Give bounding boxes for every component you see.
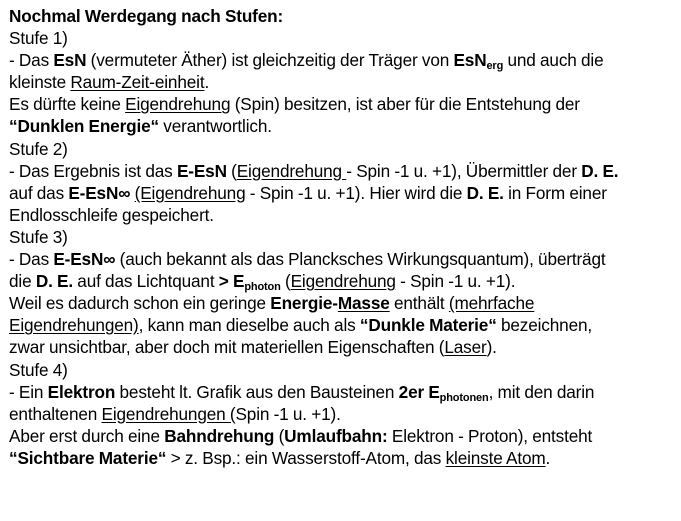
document-title (9, 5, 677, 27)
text-fragment: Eigendrehung (236, 160, 347, 181)
text-fragment: Weil es dadurch schon ein geringe (9, 293, 271, 314)
stufe-1-line-2 (9, 71, 677, 93)
text-fragment (218, 271, 281, 294)
text-fragment (338, 293, 390, 313)
text-fragment: ( (226, 160, 237, 181)
text-fragment: verantwortlich. (158, 116, 272, 137)
text-fragment: kleinste (9, 72, 71, 93)
text-fragment: . (204, 72, 210, 93)
text-fragment: , kann man dieselbe auch als (138, 315, 360, 336)
text-fragment: auf das (9, 182, 69, 203)
stufe-4-line-4 (9, 447, 677, 469)
text-fragment: - Spin -1 u. +1). Hier wird die (245, 182, 467, 203)
text-fragment: zwar unsichtbar, aber doch mit materiellen Eigenschaften ( (9, 337, 445, 358)
stufe-2-heading: Stufe 2) (9, 138, 68, 159)
stufe-2-line-3: Endlosschleife gespeichert. (9, 204, 214, 225)
text-fragment: - Spin -1 u. +1), Übermittler der (346, 160, 582, 181)
stufe-3-line-4 (9, 314, 677, 336)
stufe-1-line-3 (9, 93, 677, 115)
text-fragment: Umlaufbahn: (284, 425, 388, 446)
text-fragment: Es dürfte keine (9, 94, 126, 115)
text-fragment: > E (218, 271, 245, 292)
text-fragment: die (9, 271, 36, 292)
stufe-4-line-1 (9, 381, 677, 403)
stufe-3-line-2 (9, 270, 677, 292)
text-fragment: - Ein (9, 381, 48, 402)
text-fragment: Eigendrehung (290, 271, 396, 292)
text-fragment: “Dunkle Materie“ (359, 315, 497, 336)
text-fragment: . (545, 447, 551, 468)
text-fragment: 2er E (398, 381, 440, 402)
text-fragment: > z. Bsp.: ein Wasserstoff-Atom, das (166, 447, 446, 468)
stufe-3-heading: Stufe 3) (9, 226, 68, 247)
text-fragment: photon (244, 281, 281, 294)
text-fragment: E-EsN∞ (53, 249, 116, 270)
stufe-1-line-1 (9, 49, 677, 71)
text-fragment: (vermuteter Äther) ist gleichzeitig der Träger von (86, 50, 454, 71)
stufe-3-line-5 (9, 336, 677, 358)
text-fragment: (Spin) besitzen, ist aber für die Entstehung der (230, 94, 580, 115)
stufe-1-line-4 (9, 115, 677, 137)
text-fragment: Bahndrehung (164, 425, 275, 446)
stufe-2-line-2 (9, 182, 677, 204)
text-fragment: Elektron (47, 381, 116, 402)
text-fragment: Spin -1 u. +1). (235, 403, 341, 424)
text-fragment: D. E. (35, 271, 73, 292)
document-body (9, 5, 677, 469)
text-fragment: (mehrfache (448, 293, 535, 314)
stufe-1-heading: Stufe 1) (9, 28, 68, 49)
stufe-4-line-2 (9, 403, 677, 425)
text-fragment: EsN (453, 50, 487, 71)
text-fragment (453, 50, 504, 73)
text-fragment: Masse (337, 293, 390, 314)
text-fragment: Eigendrehungen ( (101, 403, 236, 424)
text-fragment: , mit den darin (488, 381, 595, 402)
text-fragment: “Sichtbare Materie“ (9, 447, 167, 468)
text-fragment: besteht lt. Grafik aus den Bausteinen (115, 381, 399, 402)
text-fragment: Nochmal Werdegang nach Stufen: (9, 6, 284, 26)
text-fragment: - Das Ergebnis ist das (9, 160, 177, 181)
text-fragment: D. E. (581, 160, 619, 181)
text-fragment: E-EsN∞ (68, 182, 131, 203)
text-fragment: “Dunklen Energie“ (9, 116, 159, 137)
text-fragment: EsN (53, 50, 87, 71)
text-fragment: - Das (9, 249, 54, 270)
text-fragment: Elektron - Proton), entsteht (387, 425, 593, 446)
stufe-3-line-1 (9, 248, 677, 270)
text-fragment: Energie- (270, 293, 338, 314)
text-fragment: photonen (439, 391, 489, 404)
text-fragment: ( (274, 425, 285, 446)
text-fragment: D. E. (466, 182, 504, 203)
text-fragment: bezeichnen, (496, 315, 593, 336)
text-fragment: auf das Lichtquant (72, 271, 219, 292)
text-fragment: in Form einer (503, 182, 607, 203)
text-fragment: Eigendrehung (125, 94, 231, 115)
text-fragment: - Spin -1 u. +1). (395, 271, 516, 292)
text-fragment: Eigendrehungen) (9, 315, 139, 336)
text-fragment: Aber erst durch eine (9, 425, 165, 446)
stufe-4-heading: Stufe 4) (9, 359, 68, 380)
raum-zeit-link: Raum-Zeit-einheit (70, 72, 205, 93)
stufe-4-line-3 (9, 425, 677, 447)
text-fragment (399, 382, 489, 402)
text-fragment: kleinste Atom (445, 447, 546, 468)
text-fragment: (auch bekannt als das Plancksches Wirkungsquantum), überträgt (115, 249, 606, 270)
text-fragment: und auch die (503, 50, 604, 71)
text-fragment: erg (486, 60, 504, 73)
stufe-2-line-1 (9, 160, 677, 182)
text-fragment: enthaltenen (9, 403, 102, 424)
text-fragment: Laser (444, 337, 487, 358)
text-fragment: ). (486, 337, 497, 358)
text-fragment: E-EsN (176, 160, 227, 181)
stufe-3-line-3 (9, 292, 677, 314)
text-fragment: enthält (389, 293, 449, 314)
text-fragment: - Das (9, 50, 54, 71)
text-fragment: ( (280, 271, 291, 292)
text-fragment: (Eigendrehung (134, 182, 246, 203)
